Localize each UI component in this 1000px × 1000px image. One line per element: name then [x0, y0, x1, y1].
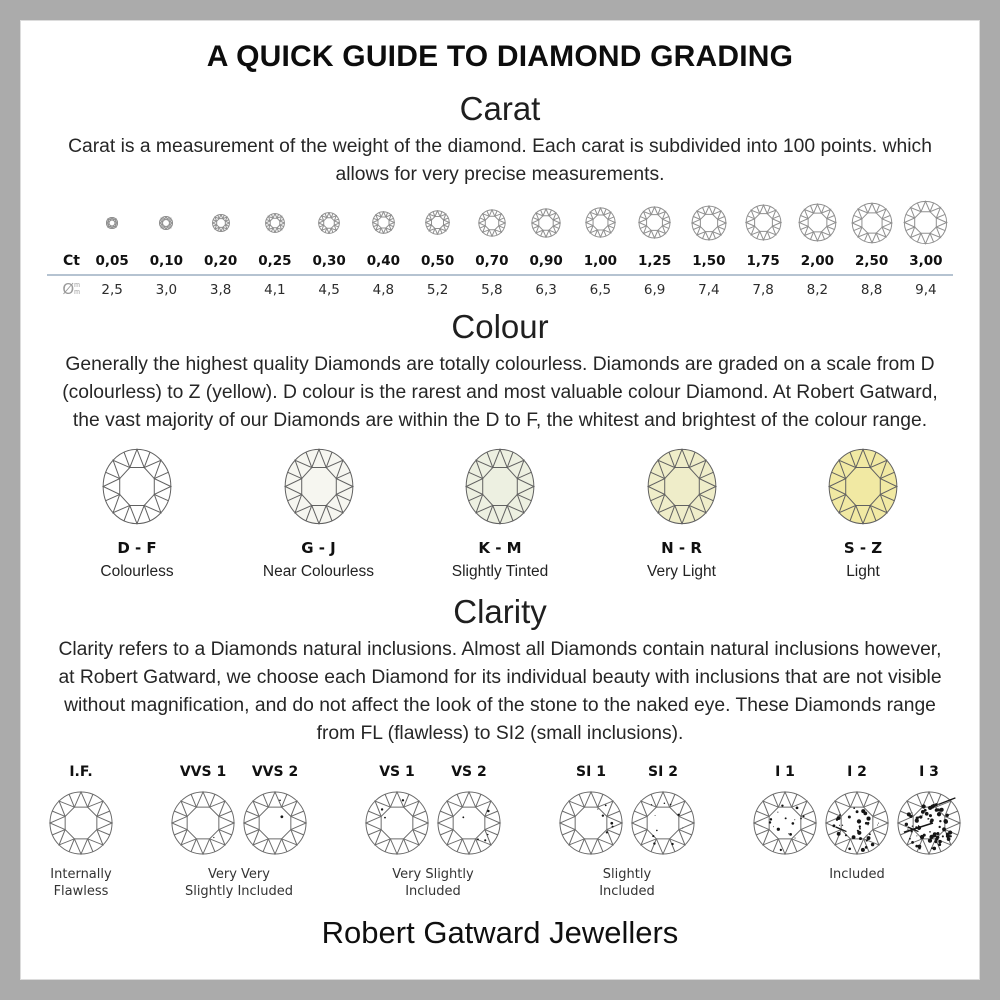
carat-weight-value: 0,40 [366, 252, 401, 269]
carat-diamond-cell [194, 195, 248, 251]
carat-weight-value: 0,90 [529, 252, 563, 269]
carat-diamond-icon [212, 214, 230, 232]
clarity-group-grades [47, 764, 115, 856]
diameter-unit-top: m [74, 282, 80, 290]
carat-weight-value: 0,30 [312, 252, 346, 269]
clarity-description: Clarity refers to a Diamonds natural inclusions. Almost all Diamonds contain natural inclusions however, at Robert Gatward, we choose each Diamond for its individual beauty with inclusions that are not visible without magnification, and do not affect the look of the stone to the naked eye. These Diamonds range from FL (flawless) to SI2 (small inclusions). [58, 638, 942, 744]
clarity-caption-line: Included [829, 866, 885, 882]
page-title: A QUICK GUIDE TO DIAMOND GRADING [206, 40, 794, 73]
clarity-grade [895, 764, 963, 856]
carat-weight-value: 0,50 [420, 252, 455, 269]
clarity-group-grades [169, 764, 309, 856]
carat-diamond-icon [159, 216, 173, 230]
carat-description: Carat is a measurement of the weight of the diamond. Each carat is subdivided into 100 points. which allows for very precise measurements. [68, 136, 932, 185]
carat-weight-value: 2,00 [800, 252, 835, 269]
clarity-grade [241, 764, 309, 856]
colour-diamond-icon [101, 447, 173, 526]
colour-grade-label: Slightly Tinted [451, 562, 549, 580]
colour-diamond-icon [283, 447, 355, 526]
diameter-symbol: Ø [62, 279, 75, 298]
clarity-caption-line: Included [599, 884, 655, 900]
carat-diamond-icon [851, 202, 893, 244]
diameter-value: 6,3 [535, 281, 557, 298]
clarity-group [363, 764, 503, 901]
colour-heading: Colour [451, 307, 549, 345]
carat-diamond-icon [318, 212, 340, 234]
diameter-value: 8,8 [860, 281, 883, 298]
clarity-heading: Clarity [453, 592, 547, 630]
clarity-group-caption [392, 866, 473, 901]
clarity-group-caption [185, 866, 293, 901]
carat-weight-value: 3,00 [909, 252, 943, 269]
carat-size-table [47, 195, 953, 300]
carat-diamond-icon [478, 209, 506, 237]
clarity-grade-label: I 2 [847, 763, 867, 780]
carat-weight-value: 1,50 [692, 252, 726, 269]
clarity-grade [557, 764, 625, 856]
carat-diamond-icon [425, 210, 450, 235]
carat-table-divider [47, 274, 953, 276]
clarity-group-grades [557, 764, 697, 856]
clarity-caption-line: Very Very [208, 866, 270, 882]
infographic-canvas [20, 20, 980, 980]
carat-diamond-icon [531, 208, 561, 238]
clarity-grade [363, 764, 431, 856]
clarity-caption-line: Internally [50, 866, 112, 882]
carat-diamond-icon [638, 206, 671, 239]
colour-diamond-icon [827, 447, 899, 526]
carat-diamond-cell [682, 195, 736, 251]
clarity-grade-label: I.F. [69, 763, 93, 780]
clarity-diamond-icon [364, 790, 430, 856]
clarity-grade-row [47, 764, 963, 901]
carat-heading: Carat [459, 90, 541, 127]
carat-diamond-cell [628, 195, 682, 251]
clarity-section [47, 593, 953, 901]
clarity-caption-line: Slightly Included [184, 884, 294, 900]
clarity-caption-line: Included [405, 884, 461, 900]
carat-diamond-cell [736, 195, 790, 251]
clarity-diamond-icon [824, 790, 890, 856]
carat-diamond-cell [899, 195, 953, 251]
colour-grade-range: G - J [301, 538, 336, 557]
clarity-group [169, 764, 309, 901]
clarity-diamond-icon [630, 790, 696, 856]
colour-section [47, 308, 953, 581]
clarity-grade-label: VVS 1 [179, 763, 227, 780]
clarity-diamond-icon [436, 790, 502, 856]
diameter-value: 5,8 [481, 281, 503, 298]
clarity-grade [751, 764, 819, 856]
diameter-unit-bottom: m [74, 288, 80, 296]
colour-grade-label: Light [846, 562, 880, 580]
carat-diamond-icon [691, 205, 727, 241]
diameter-value: 4,1 [264, 281, 286, 298]
clarity-grade [629, 764, 697, 856]
diameter-value: 3,8 [209, 281, 232, 298]
diameter-value: 6,5 [589, 281, 612, 298]
carat-diamond-icon [798, 203, 837, 242]
carat-diamond-icon [265, 213, 285, 233]
carat-weight-value: 0,10 [149, 252, 184, 269]
clarity-grade-label: SI 2 [648, 763, 678, 780]
clarity-group-grades [363, 764, 503, 856]
carat-diamond-cell [790, 195, 844, 251]
clarity-group [47, 764, 115, 901]
clarity-diamond-icon [558, 790, 624, 856]
clarity-group-grades [751, 764, 963, 856]
carat-row-label: Ct [63, 253, 80, 270]
clarity-diamond-icon [896, 790, 962, 856]
colour-description: Generally the highest quality Diamonds are totally colourless. Diamonds are graded on a scale from D (colourless) to Z (yellow). D colour is the rarest and most valuable colour Diamond. At Robert Gatward, the vast majority of our Diamonds are within the D to F, the whitest and brightest of the colour range. [62, 353, 938, 431]
carat-weight-value: 0,25 [258, 252, 292, 269]
clarity-caption-line: Flawless [53, 884, 109, 900]
carat-diamond-icon [903, 200, 948, 245]
diameter-row-label [47, 280, 85, 299]
clarity-grade-label: VS 2 [451, 763, 487, 780]
diameter-unit [74, 283, 80, 296]
colour-grade [57, 447, 217, 581]
carat-weight-value: 1,25 [637, 252, 672, 269]
carat-diamond-cell [85, 195, 139, 251]
clarity-grade-label: I 3 [919, 763, 939, 780]
colour-grade-range: K - M [478, 538, 522, 557]
carat-diamond-icon [106, 217, 118, 229]
clarity-diamond-icon [48, 790, 114, 856]
diameter-value: 3,0 [155, 281, 178, 298]
clarity-grade [169, 764, 237, 856]
colour-grade [239, 447, 399, 581]
clarity-caption-line: Very Slightly [392, 866, 474, 882]
colour-diamond-icon [646, 447, 718, 526]
diameter-value: 7,8 [752, 281, 774, 298]
carat-weight-value: 0,70 [475, 252, 509, 269]
clarity-group [557, 764, 697, 901]
colour-grade-row [57, 447, 943, 581]
colour-diamond-icon [464, 447, 536, 526]
clarity-grade-label: SI 1 [576, 763, 606, 780]
clarity-grade-label: I 1 [775, 763, 795, 780]
colour-grade-range: D - F [117, 538, 157, 557]
clarity-diamond-icon [170, 790, 236, 856]
carat-diamond-icon [585, 207, 616, 238]
carat-weight-value: 1,75 [746, 252, 780, 269]
carat-diamond-cell [139, 195, 193, 251]
carat-diamond-cell [356, 195, 410, 251]
clarity-grade [823, 764, 891, 856]
carat-diamond-cell [573, 195, 627, 251]
diameter-value: 2,5 [101, 281, 123, 298]
clarity-grade-label: VVS 2 [251, 763, 299, 780]
carat-diamond-cell [519, 195, 573, 251]
clarity-group-caption [599, 866, 655, 901]
clarity-group-caption [50, 866, 111, 901]
diameter-value: 7,4 [698, 281, 720, 298]
diameter-value: 4,8 [372, 281, 395, 298]
clarity-caption-line: Slightly [602, 866, 652, 882]
colour-grade [783, 447, 943, 581]
clarity-grade [435, 764, 503, 856]
diameter-value: 4,5 [318, 281, 340, 298]
diameter-value: 9,4 [915, 281, 937, 298]
brand-name: Robert Gatward Jewellers [321, 914, 679, 950]
colour-grade [602, 447, 762, 581]
carat-weight-value: 0,20 [203, 252, 238, 269]
carat-section [47, 90, 953, 300]
clarity-group [751, 764, 963, 884]
carat-diamond-cell [248, 195, 302, 251]
carat-table-spacer [47, 195, 85, 251]
carat-diamond-icon [372, 211, 395, 234]
carat-weight-value: 2,50 [854, 252, 889, 269]
colour-grade-label: Colourless [100, 562, 174, 580]
carat-diamond-icon [745, 204, 782, 241]
diameter-value: 5,2 [426, 281, 449, 298]
diameter-value: 8,2 [806, 281, 829, 298]
carat-diamond-cell [465, 195, 519, 251]
clarity-diamond-icon [752, 790, 818, 856]
clarity-grade-label: VS 1 [379, 763, 415, 780]
clarity-grade [47, 764, 115, 856]
colour-grade-range: S - Z [843, 538, 883, 557]
carat-diamond-cell [302, 195, 356, 251]
colour-grade-label: Near Colourless [262, 562, 375, 580]
clarity-diamond-icon [242, 790, 308, 856]
carat-diamond-cell [845, 195, 899, 251]
colour-grade-range: N - R [661, 538, 702, 557]
carat-weight-value: 0,05 [95, 252, 129, 269]
colour-grade-label: Very Light [647, 562, 716, 580]
carat-diamond-cell [411, 195, 465, 251]
diameter-value: 6,9 [643, 281, 666, 298]
clarity-group-caption [829, 866, 885, 884]
colour-grade [420, 447, 580, 581]
carat-weight-value: 1,00 [583, 252, 618, 269]
